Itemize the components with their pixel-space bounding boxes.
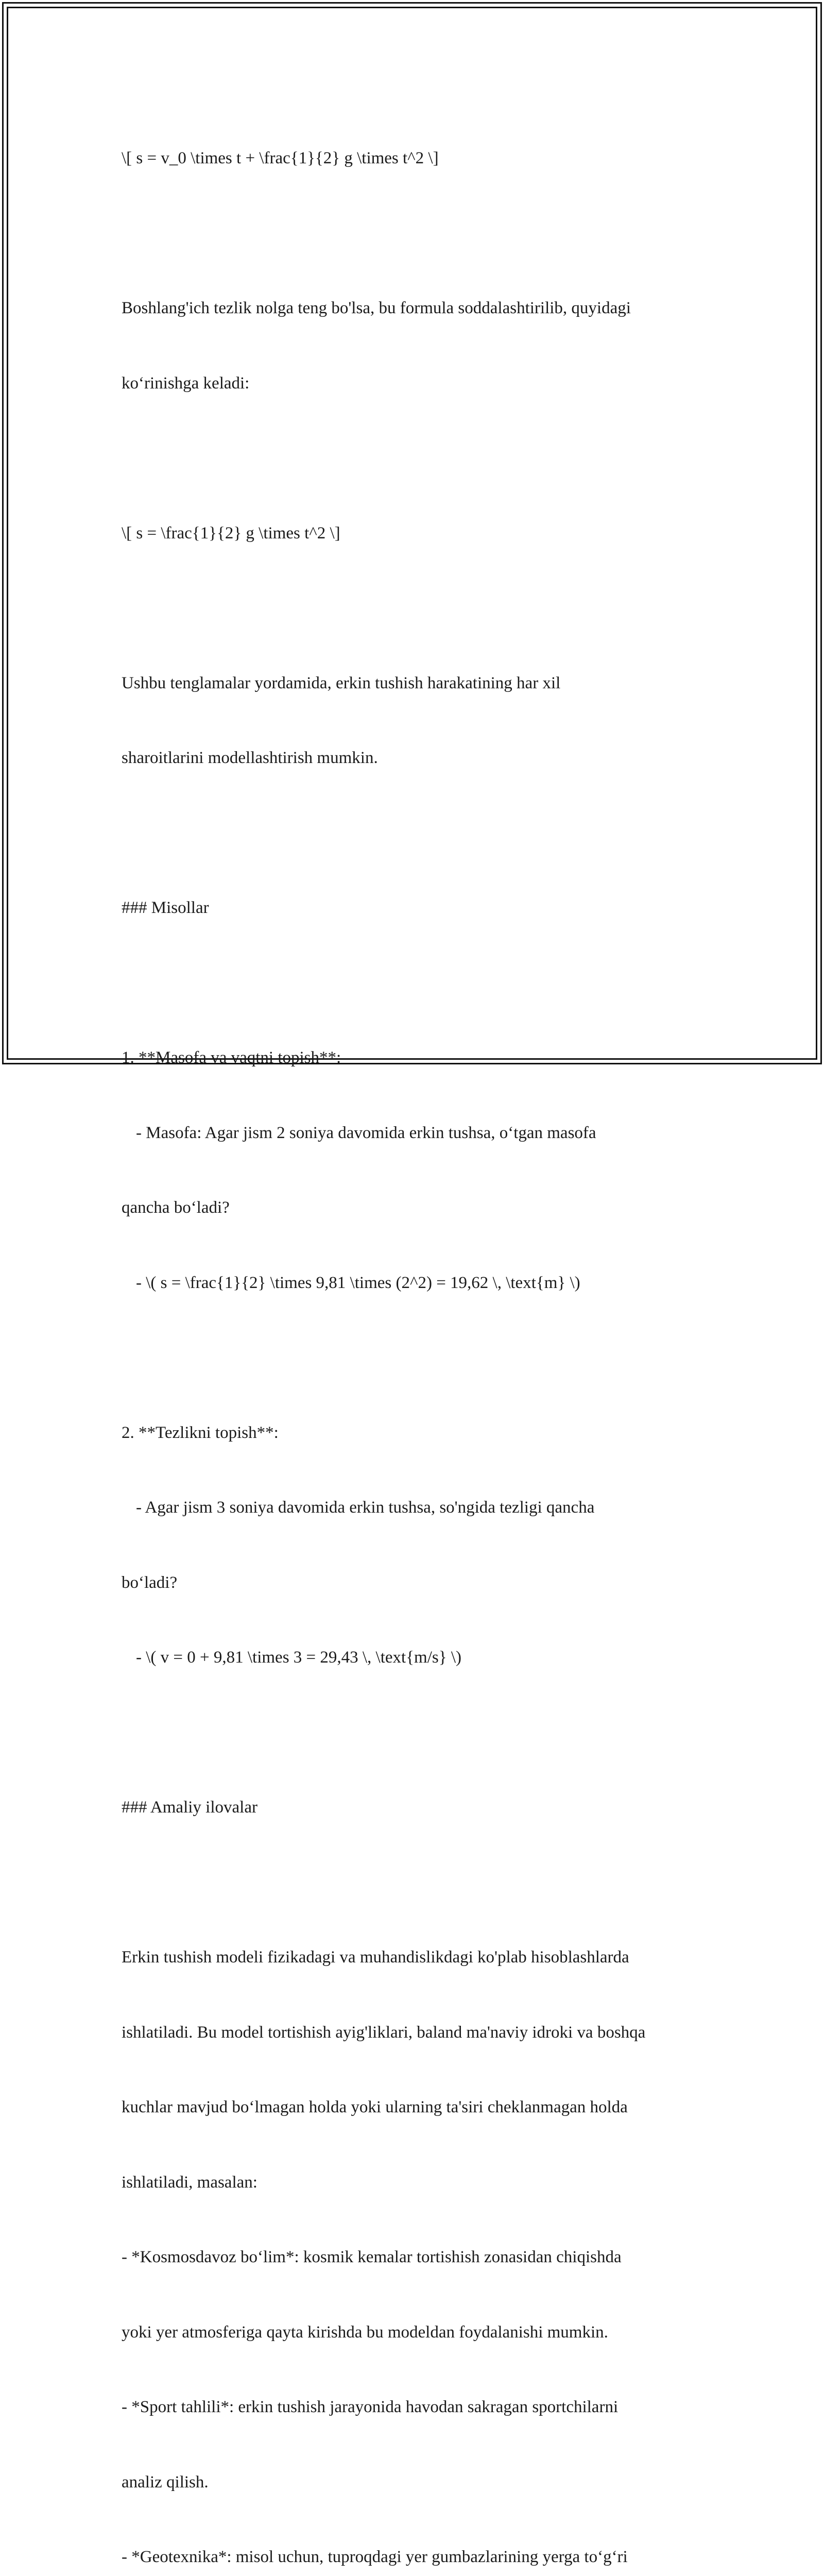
example-line: bo‘ladi? <box>122 1573 178 1592</box>
paragraph-line: ishlatiladi, masalan: <box>122 2173 258 2192</box>
formula-line: \[ s = v_0 \times t + \frac{1}{2} g \times t^2 \] <box>122 149 439 167</box>
example-title: 2. **Tezlikni topish**: <box>122 1423 279 1442</box>
list-item-line: analiz qilish. <box>122 2472 209 2492</box>
paragraph-line: Ushbu tenglamalar yordamida, erkin tushish harakatining har xil <box>122 673 561 692</box>
formula-block-1 <box>122 96 714 221</box>
list-item-line: - *Geotexnika*: misol uchun, tuproqdagi yer gumbazlarining yerga to‘g‘ri <box>122 2548 628 2566</box>
paragraph-line: Erkin tushish modeli fizikadagi va muhandislikdagi ko'plab hisoblashlarda <box>122 1948 629 1967</box>
paragraph-line: Boshlang'ich tezlik nolga teng bo'lsa, bu formula soddalashtirilib, quyidagi <box>122 299 631 317</box>
list-item-line: yoki yer atmosferiga qayta kirishda bu modeldan foydalanishi mumkin. <box>122 2323 608 2342</box>
example-formula: - \( v = 0 + 9,81 \times 3 = 29,43 \, \text{m/s} \) <box>136 1648 461 1667</box>
list-item-line: - *Sport tahlili*: erkin tushish jarayonida havodan sakragan sportchilarni <box>122 2398 619 2416</box>
formula-block-2 <box>122 471 714 596</box>
example-2 <box>122 1370 714 1720</box>
example-line: - Masofa: Agar jism 2 soniya davomida erkin tushsa, o‘tgan masofa <box>136 1123 596 1142</box>
example-formula: - \( s = \frac{1}{2} \times 9,81 \times (2^2) = 19,62 \, \text{m} \) <box>136 1273 580 1292</box>
paragraph-line: sharoitlarini modellashtirish mumkin. <box>122 749 378 767</box>
paragraph-initial-velocity <box>122 246 714 446</box>
example-title: 1. **Masofa va vaqtni topish**: <box>122 1048 341 1067</box>
heading-examples <box>122 845 714 971</box>
paragraph-line: ko‘rinishga keladi: <box>122 374 250 393</box>
list-item-line: - *Kosmosdavoz bo‘lim*: kosmik kemalar tortishish zonasidan chiqishda <box>122 2248 622 2266</box>
example-line: - Agar jism 3 soniya davomida erkin tushsa, so'ngida tezligi qancha <box>136 1498 595 1517</box>
heading-applications <box>122 1745 714 1870</box>
section-heading: ### Misollar <box>122 899 209 917</box>
paragraph-line: ishlatiladi. Bu model tortishish ayig'liklari, baland ma'naviy idroki va boshqa <box>122 2023 646 2042</box>
section-heading: ### Amaliy ilovalar <box>122 1798 258 1817</box>
example-1 <box>122 995 714 1345</box>
formula-line: \[ s = \frac{1}{2} g \times t^2 \] <box>122 523 340 543</box>
example-line: qancha bo‘ladi? <box>122 1198 230 1217</box>
paragraph-modelling <box>122 621 714 821</box>
document-body <box>122 96 714 2576</box>
paragraph-line: kuchlar mavjud bo‘lmagan holda yoki ularning ta'siri cheklanmagan holda <box>122 2098 628 2116</box>
paragraph-applications <box>122 1895 714 2576</box>
